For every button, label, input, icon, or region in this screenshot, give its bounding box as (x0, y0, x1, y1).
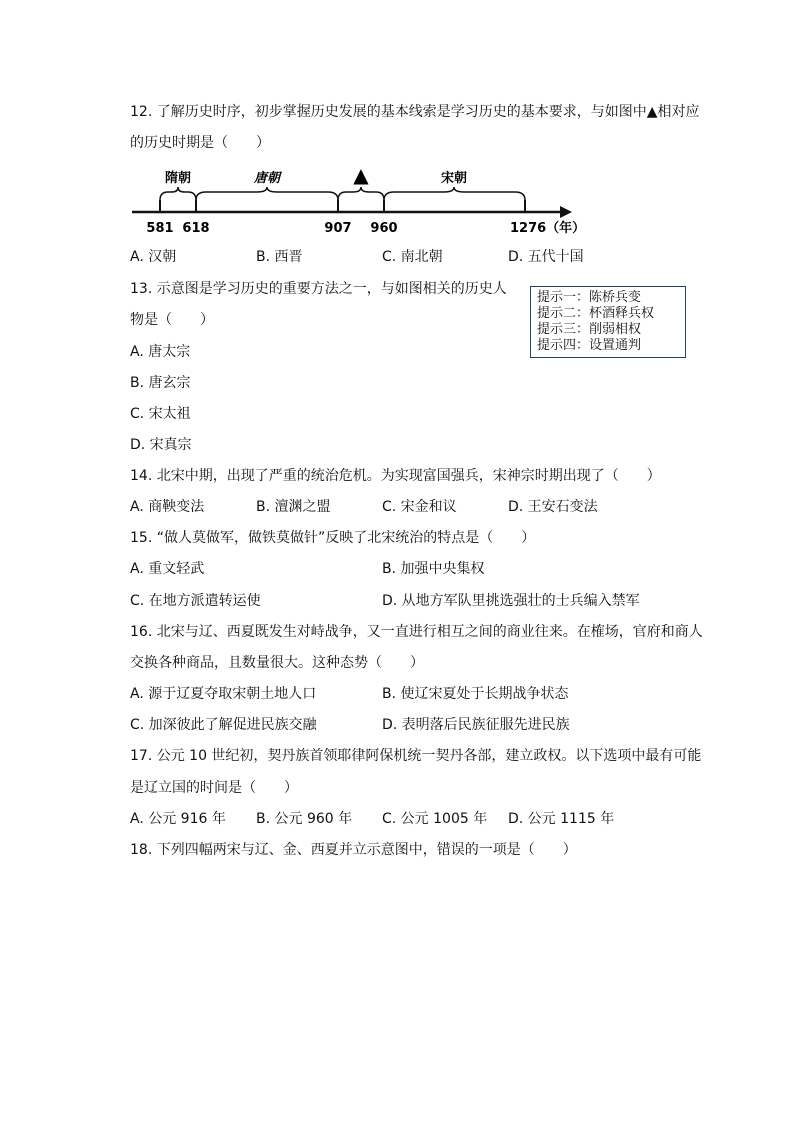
triangle-marker-icon: ▲ (353, 163, 369, 187)
q12-timeline (120, 160, 590, 240)
brace-sui (160, 187, 196, 200)
q12-option-a: A. 汉朝 (130, 249, 177, 265)
q17-option-a: A. 公元 916 年 (130, 811, 226, 827)
q13-stem-line2: 物是（ ） (130, 312, 214, 328)
q14-stem: 14. 北宋中期，出现了严重的统治危机。为实现富国强兵，宋神宗时期出现了（ ） (130, 468, 661, 484)
q15-option-c: C. 在地方派遣转运使 (130, 593, 261, 609)
q17-option-c: C. 公元 1005 年 (382, 811, 488, 827)
q17-stem-line2: 是辽立国的时间是（ ） (130, 780, 298, 796)
q17-option-d: D. 公元 1115 年 (508, 811, 615, 827)
year-618: 618 (182, 221, 210, 236)
q12-stem-line2: 的历史时期是（ ） (130, 135, 270, 151)
q15-option-d: D. 从地方军队里挑选强壮的士兵编入禁军 (382, 593, 640, 609)
q12-stem-line1: 12. 了解历史时序，初步掌握历史发展的基本线索是学习历史的基本要求，与如图中▲相对应 (130, 104, 700, 120)
brace-tang (196, 187, 338, 200)
q13-option-c: C. 宋太祖 (130, 406, 191, 422)
q16-option-d: D. 表明落后民族征服先进民族 (382, 717, 570, 733)
hint-4: 提示四：设置通判 (537, 338, 642, 353)
q13-hint-box (530, 286, 686, 358)
year-581: 581 (146, 221, 174, 236)
q15-stem: 15. “做人莫做军，做铁莫做针”反映了北宋统治的特点是（ ） (130, 530, 536, 546)
q14-option-a: A. 商鞅变法 (130, 499, 205, 515)
year-1276: 1276（年） (510, 221, 586, 236)
q12-option-c: C. 南北朝 (382, 249, 443, 265)
q13-stem-line1: 13. 示意图是学习历史的重要方法之一，与如图相关的历史人 (130, 281, 507, 297)
q12-option-b: B. 西晋 (256, 249, 303, 265)
q17-option-b: B. 公元 960 年 (256, 811, 353, 827)
q17-stem-line1: 17. 公元 10 世纪初，契丹族首领耶律阿保机统一契丹各部，建立政权。以下选项中最有可能 (130, 748, 702, 764)
q14-option-b: B. 澶渊之盟 (256, 499, 331, 515)
hint-2: 提示二：杯酒释兵权 (537, 306, 655, 321)
year-960: 960 (370, 221, 398, 236)
label-sui: 隋朝 (164, 171, 192, 186)
q13-option-a: A. 唐太宗 (130, 344, 191, 360)
brace-song (384, 187, 525, 200)
q14-option-c: C. 宋金和议 (382, 499, 457, 515)
label-tang: 唐朝 (253, 171, 281, 186)
brace-gap (338, 187, 384, 200)
q16-option-c: C. 加深彼此了解促进民族交融 (130, 717, 317, 733)
q15-option-b: B. 加强中央集权 (382, 561, 485, 577)
q15-option-a: A. 重文轻武 (130, 561, 205, 577)
q12-option-d: D. 五代十国 (508, 249, 584, 265)
q16-stem-line2: 交换各种商品，且数量很大。这种态势（ ） (130, 655, 424, 671)
q14-option-d: D. 王安石变法 (508, 499, 598, 515)
q16-option-b: B. 使辽宋夏处于长期战争状态 (382, 686, 569, 702)
q13-option-b: B. 唐玄宗 (130, 375, 191, 391)
hint-1: 提示一：陈桥兵变 (537, 290, 642, 305)
hint-3: 提示三：削弱相权 (537, 322, 642, 337)
q16-option-a: A. 源于辽夏夺取宋朝土地人口 (130, 686, 317, 702)
label-song: 宋朝 (440, 171, 468, 186)
q16-stem-line1: 16. 北宋与辽、西夏既发生对峙战争，又一直进行相互之间的商业往来。在榷场，官府和商人 (130, 624, 703, 640)
q18-stem: 18. 下列四幅两宋与辽、金、西夏并立示意图中，错误的一项是（ ） (130, 842, 577, 858)
year-907: 907 (324, 221, 352, 236)
timeline-arrow-icon (560, 206, 572, 218)
q13-option-d: D. 宋真宗 (130, 437, 192, 453)
